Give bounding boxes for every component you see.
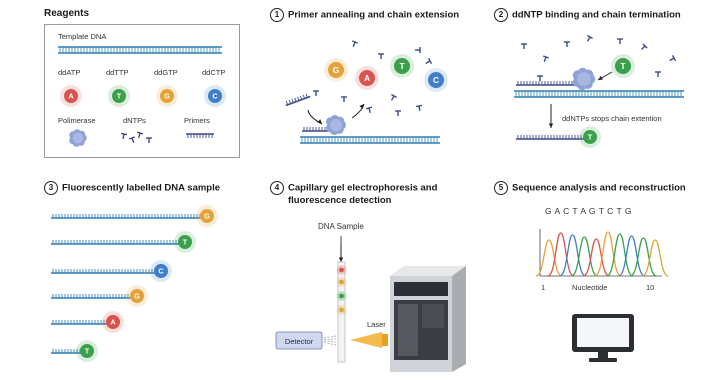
monitor-icon [572,314,634,362]
primer-icon [186,134,214,138]
ddatp-label: ddATP [58,68,81,77]
labelled-fragment [51,320,107,324]
detector-signal [324,336,336,338]
laser-beam [350,332,382,348]
step1-dntp-icon [378,54,384,59]
step4-title: 4 Capillary gel electrophoresis and [270,181,437,195]
capillary-band [339,268,344,273]
step1-annealed-primer [302,127,330,131]
reagents-heading: Reagents [44,8,90,19]
step2-dntp-icon [639,44,647,52]
svg-text:G: G [134,291,140,301]
svg-text:C: C [158,266,164,276]
step2-template-dna [514,91,684,97]
step2-dntp-icon [521,44,527,49]
labelled-fragment [51,294,131,298]
step1-dntp-icon [395,111,401,116]
svg-text:G: G [332,65,340,76]
fragment-label-T [174,231,196,253]
capillary-band [339,308,344,313]
step2-dntp-icon [668,55,675,63]
svg-text:T: T [84,346,90,356]
axis-end: 10 [646,283,655,292]
step1-dntp-icon [389,95,397,102]
fragment-label-G [126,285,148,307]
step2-polymerase-icon [573,68,596,91]
step2-dntp-icon [655,72,661,77]
chain-termination-note: ddNTPs stops chain extention [562,114,662,123]
svg-text:T: T [620,61,626,72]
reagent-nucleotide-A [60,85,82,107]
detector-label: Detector [284,337,314,346]
svg-text:A: A [68,91,74,101]
capillary-band [339,280,344,285]
step1-dntp-icon [341,97,347,102]
svg-text:T: T [116,91,122,101]
dntp-icon [120,133,127,139]
template-dna-label: Template DNA [58,32,107,41]
step2-dntp-icon [537,76,543,81]
step1-title: 1 Primer annealing and chain extension [270,8,459,22]
reagent-nucleotide-G [156,85,178,107]
detector-signal [324,343,336,346]
step1-nucleotide-C [424,68,448,92]
labelled-fragment [51,214,201,218]
dntp-icon [129,137,136,144]
svg-text:G: G [204,211,210,221]
svg-text:A: A [110,317,116,327]
svg-text:A: A [363,73,371,84]
labelled-fragment [51,269,155,273]
svg-text:C: C [432,75,440,86]
dntp-icon [136,132,143,138]
step3-title: 3 Fluorescently labelled DNA sample [44,181,220,195]
step1-polymerase-icon [326,115,346,135]
step1-template-dna [300,137,440,143]
laser-emitter [382,334,388,346]
axis-label: Nucleotide [572,283,608,292]
ddctp-label: ddCTP [202,68,226,77]
step1-nucleotide-A [355,66,379,90]
sequence-letters: G A C T A G T C T G [545,206,632,216]
svg-text:T: T [587,132,593,142]
primers-label: Primers [184,116,210,125]
capillary-band [339,294,344,299]
dna-sample-label: DNA Sample [318,222,364,231]
dntps-label: dNTPs [123,116,146,125]
svg-text:T: T [182,237,188,247]
ddgtp-label: ddGTP [154,68,178,77]
step2-arrow [598,72,612,80]
reagent-nucleotide-T [108,85,130,107]
step1-dntp-icon [313,91,319,96]
svg-text:T: T [399,61,405,72]
reagent-nucleotide-C [204,85,226,107]
step1-arrow-in [308,110,322,124]
step1-dntp-icon [366,107,373,113]
step1-arrow-out [352,104,364,118]
polymerase-icon [69,129,87,146]
svg-text:G: G [164,91,170,101]
step2-extending-strand [516,81,580,85]
step1-dntp-icon [416,105,423,111]
step2-dntp-icon [585,36,593,43]
step2-dntp-icon [564,42,570,47]
detector-signal [324,339,336,340]
dntp-icon [146,138,152,143]
step2-dntp-icon [541,56,548,63]
ddttp-label: ddTTP [106,68,129,77]
fragment-label-C [150,260,172,282]
fragment-label-G [196,205,218,227]
template-dna-strand [58,47,222,53]
labelled-fragment [51,240,179,244]
fragment-label-T [76,340,98,362]
sequencer-machine-icon [390,266,466,372]
step1-nucleotide-G [324,58,348,82]
laser-label: Laser [367,320,386,329]
step1-dntp-icon [415,47,420,53]
step4-title-line2: fluorescence detection [288,195,392,206]
step5-title: 5 Sequence analysis and reconstruction [494,181,686,195]
svg-text:C: C [212,91,218,101]
axis-start: 1 [541,283,546,292]
step1-dntp-icon [350,41,357,48]
step1-free-primer [284,93,310,106]
step1-nucleotide-T [390,54,414,78]
detector-signal [324,341,336,342]
step2-down-arrow [549,104,553,128]
step2-dntp-icon [617,39,623,44]
step2-nucleotide-T [611,54,635,78]
polimerase-label: Polimerase [58,116,96,125]
step2-title: 2 ddNTP binding and chain termination [494,8,681,22]
sample-down-arrow [339,244,343,262]
fragment-label-A [102,311,124,333]
step2-terminated-strand [516,135,584,139]
step1-dntp-icon [424,58,431,66]
step2-terminal-nucleotide-T [579,126,601,148]
